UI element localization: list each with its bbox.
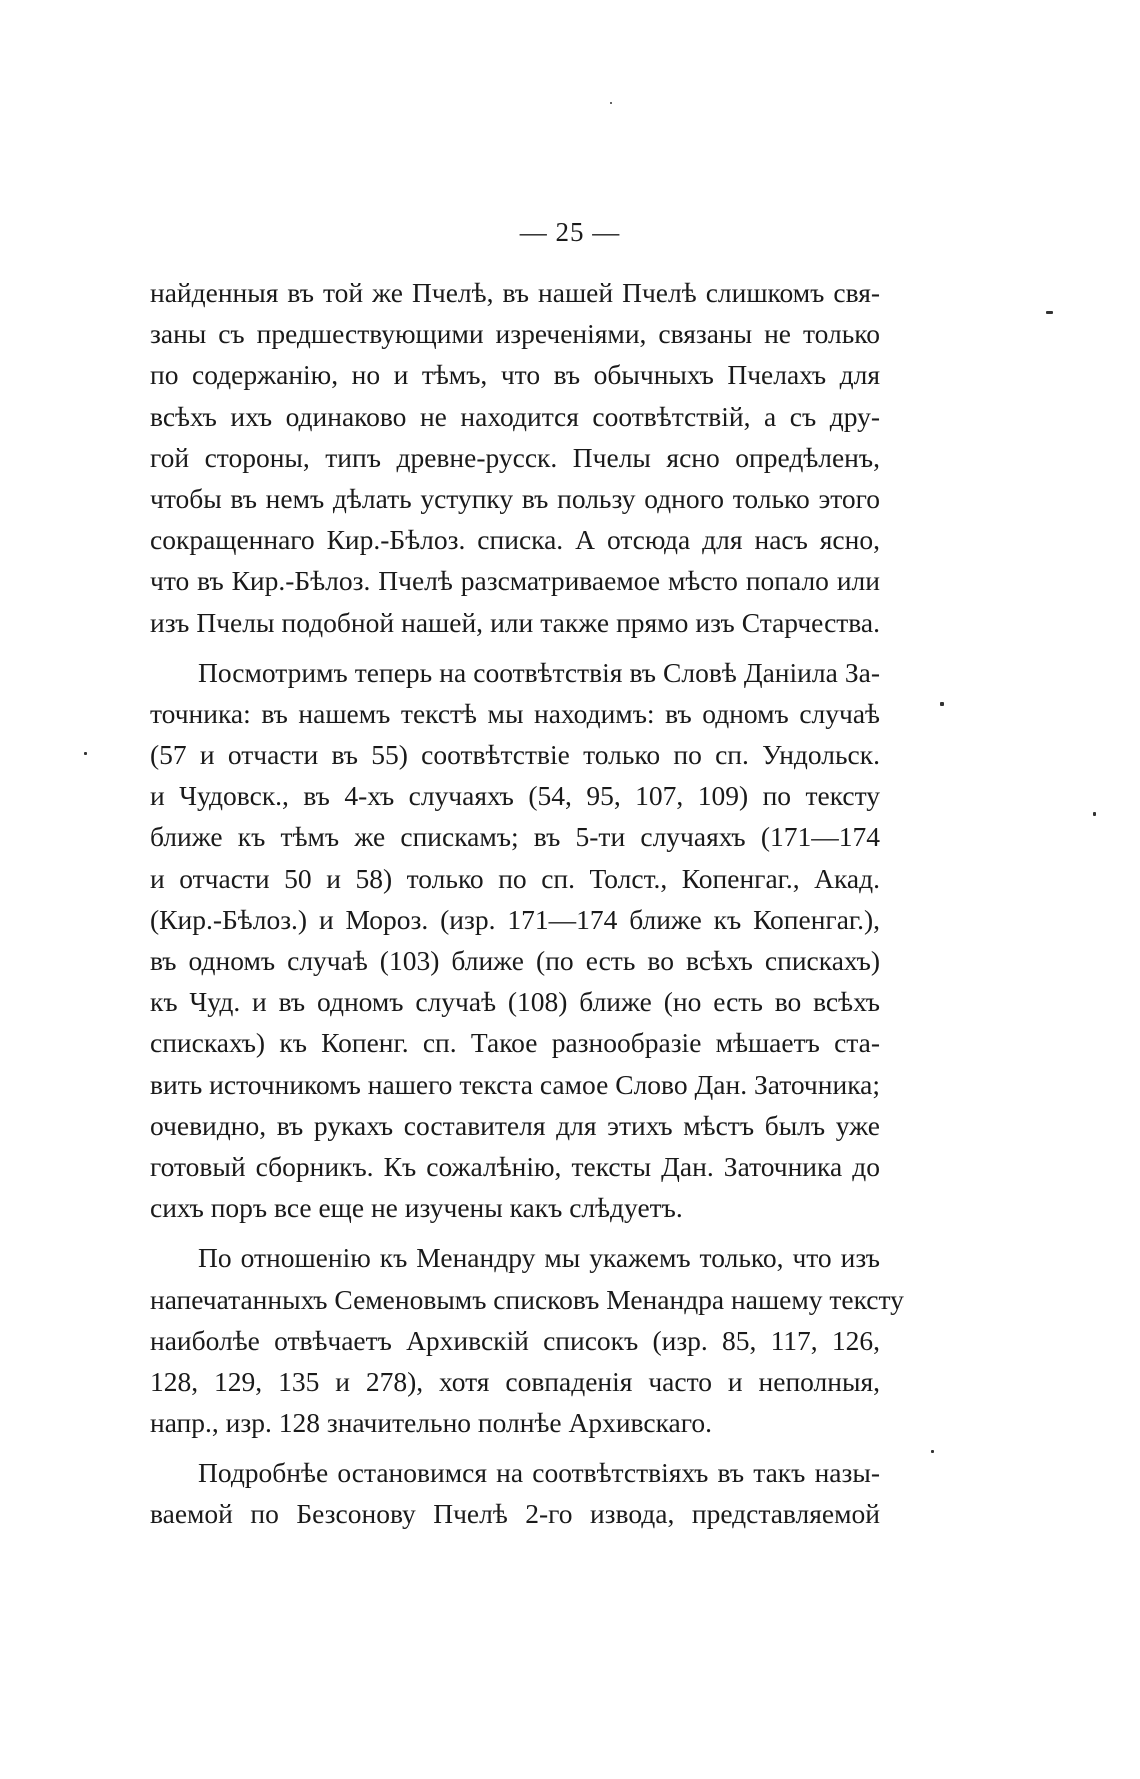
text-line: (57 и отчасти въ 55) соотвѣтствіе только по сп. Ундольск. (150, 739, 880, 771)
text-line: ваемой по Безсонову Пчелѣ 2-го извода, представляемой (150, 1498, 880, 1530)
paragraph-1 (150, 272, 880, 643)
scan-speck (1046, 311, 1053, 314)
text-line: По отношенію къ Менандру мы укажемъ только, что изъ (198, 1242, 880, 1274)
text-line: сокращеннаго Кир.-Бѣлоз. списка. А отсюда для насъ ясно, (150, 524, 880, 556)
text-line: (Кир.-Бѣлоз.) и Мороз. (изр. 171—174 ближе къ Копенгаг.), (150, 903, 880, 935)
scan-speck (1093, 812, 1096, 816)
text-line: вить источникомъ нашего текста самое Слово Дан. Заточника; (150, 1068, 880, 1100)
text-line: наиболѣе отвѣчаетъ Архивскій списокъ (изр. 85, 117, 126, (150, 1324, 880, 1356)
text-line: заны съ предшествующими изреченіями, связаны не только (150, 318, 880, 350)
body-text (150, 272, 904, 1544)
text-line: сихъ поръ все еще не изучены какъ слѣдуетъ. (150, 1192, 683, 1224)
text-line: точника: въ нашемъ текстѣ мы находимъ: въ одномъ случаѣ (150, 697, 880, 729)
text-line: напечатанныхъ Семеновымъ списковъ Менандра нашему тексту (150, 1283, 904, 1315)
text-line: Подробнѣе остановимся на соотвѣтствіяхъ въ такъ назы- (198, 1457, 880, 1489)
text-line: по содержанію, но и тѣмъ, что въ обычныхъ Пчелахъ для (150, 359, 880, 391)
text-line: найденныя въ той же Пчелѣ, въ нашей Пчелѣ слишкомъ свя- (150, 277, 880, 308)
text-line: и Чудовск., въ 4-хъ случаяхъ (54, 95, 107, 109) по тексту (150, 780, 880, 812)
scan-speck (931, 1450, 934, 1453)
text-line: изъ Пчелы подобной нашей, или также прямо изъ Старчества. (150, 606, 880, 638)
text-line: что въ Кир.-Бѣлоз. Пчелѣ разсматриваемое мѣсто попало или (150, 565, 880, 597)
text-line: и отчасти 50 и 58) только по сп. Толст., Копенгаг., Акад. (150, 862, 880, 894)
text-line: въ одномъ случаѣ (103) ближе (по есть во всѣхъ спискахъ) (150, 945, 880, 976)
text-line: спискахъ) къ Копенг. сп. Такое разнообразіе мѣшаетъ ста- (150, 1027, 880, 1059)
scan-speck (84, 752, 87, 755)
scan-speck (610, 102, 612, 104)
text-line: чтобы въ немъ дѣлать уступку въ пользу одного только этого (150, 482, 880, 514)
scan-speck (940, 702, 944, 706)
text-line: Посмотримъ теперь на соотвѣтствія въ Словѣ Даніила За- (198, 656, 880, 688)
paragraph-3 (150, 1237, 904, 1443)
paragraph-4 (150, 1452, 880, 1534)
text-line: къ Чуд. и въ одномъ случаѣ (108) ближе (но есть во всѣхъ (150, 986, 880, 1018)
text-line: готовый сборникъ. Къ сожалѣнію, тексты Дан. Заточника до (150, 1150, 880, 1182)
text-line: напр., изр. 128 значительно полнѣе Архивскаго. (150, 1407, 712, 1439)
text-line: всѣхъ ихъ одинаково не находится соотвѣтствій, а съ дру- (150, 400, 880, 432)
text-line: ближе къ тѣмъ же спискамъ; въ 5-ти случаяхъ (171—174 (150, 821, 880, 853)
text-line: гой стороны, типъ древне-русск. Пчелы ясно опредѣленъ, (150, 441, 880, 473)
text-line: очевидно, въ рукахъ составителя для этихъ мѣстъ былъ уже (150, 1109, 880, 1141)
page-number: — 25 — (519, 217, 621, 247)
paragraph-2 (150, 652, 880, 1229)
text-line: 128, 129, 135 и 278), хотя совпаденія часто и неполныя, (150, 1365, 880, 1397)
